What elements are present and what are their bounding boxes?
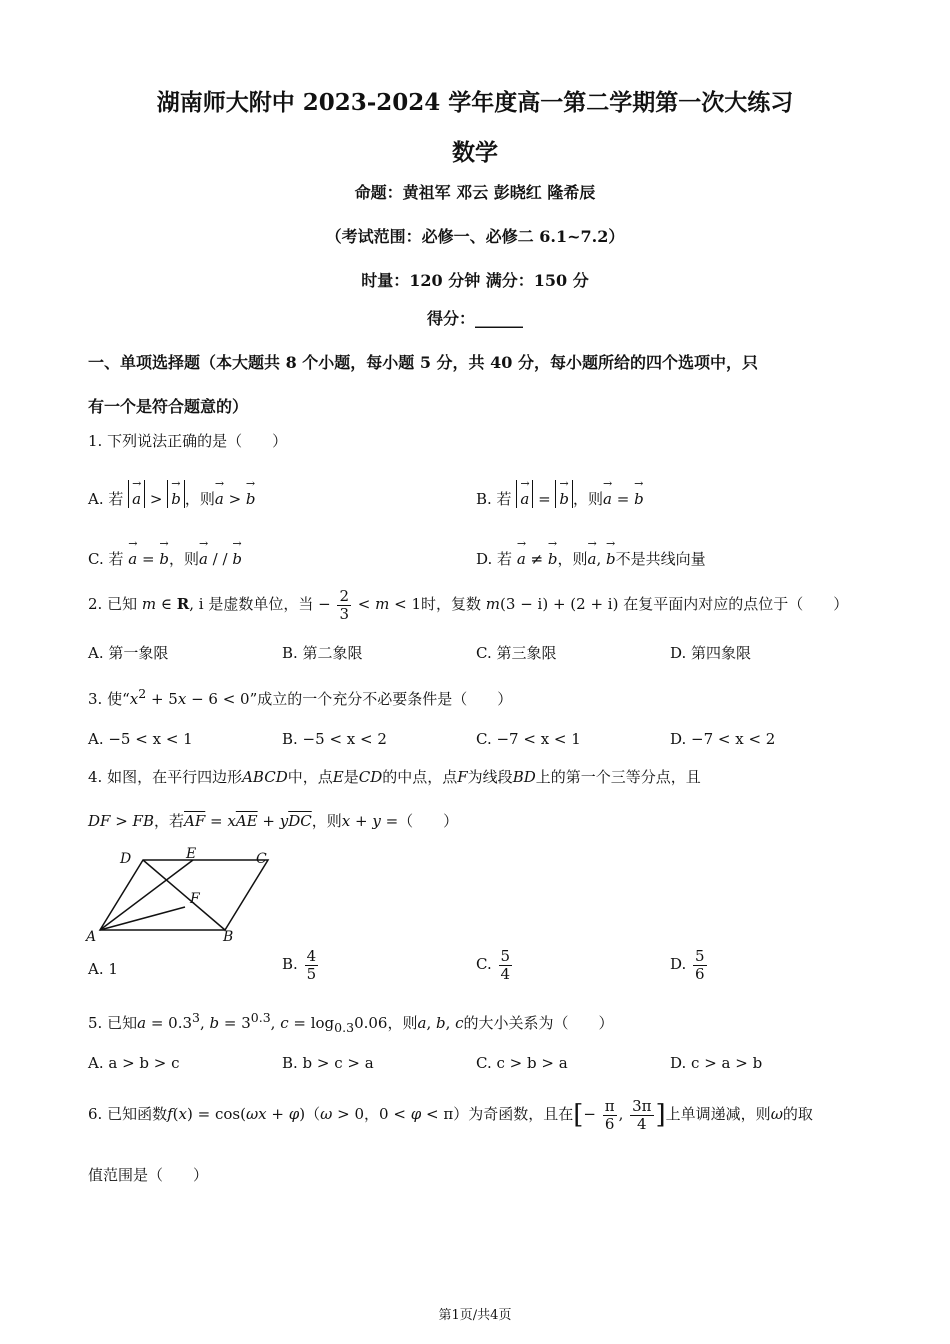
q3-stem-a: 3. 使“ — [88, 690, 130, 708]
q4-c-label: C. — [476, 955, 492, 973]
q4-d-den: 6 — [695, 964, 705, 983]
page-footer: 第1页/共4页 — [438, 1308, 512, 1323]
fig-label-c: C — [256, 851, 267, 867]
q6-stem-d: ）为奇函数，且在 — [453, 1105, 574, 1123]
q4-l1-c: 是 — [343, 768, 359, 786]
q4-option-c — [476, 948, 514, 982]
q4-stem-line2: DF > FB，若$\overline{AF} = x\overline{AE} + y\overline{DC}$，则x + y =（ ） — [88, 812, 459, 830]
q4-l2-b: ，则 — [311, 812, 342, 830]
q4-d-label: D. — [670, 955, 687, 973]
fig-label-a: A — [86, 929, 97, 945]
fig-label-b: B — [223, 929, 234, 945]
q2-stem-d: 在复平面内对应的点位于（ ） — [623, 595, 849, 613]
subject-title: 数学 — [452, 139, 498, 166]
q5-stem-a: 5. 已知 — [88, 1014, 138, 1032]
q1-option-b: B. 若 → a = → b ，则→ a = → b — [476, 480, 644, 509]
q1-c-label: C. 若 — [88, 550, 124, 568]
q5-stem-b: ，则 — [387, 1014, 418, 1032]
fig-label-f: F — [190, 891, 200, 907]
q1-d-then: ，则 — [557, 550, 588, 568]
q5-option-a: A. a > b > c — [88, 1054, 180, 1072]
q3-stem: 3. 使“$x^2 + 5x - 6 < 0$”成立的一个充分不必要条件是（ ） — [88, 686, 513, 708]
q4-c-den: 4 — [500, 964, 511, 983]
q5-option-c: C. c > b > a — [476, 1054, 568, 1072]
q2-option-c: C. 第三象限 — [476, 644, 557, 662]
q1-c-then: ，则 — [168, 550, 199, 568]
q3-option-a: A. −5 < x < 1 — [88, 730, 193, 748]
q1-stem: 1. 下列说法正确的是（ ） — [88, 432, 288, 450]
fig-label-e: E — [186, 846, 197, 862]
q6-stem-e: 上单调递减，则 — [665, 1105, 771, 1123]
q6-stem-f: 的取 — [782, 1105, 813, 1123]
q6-stem-b: （ — [305, 1105, 321, 1123]
q4-l1-d: 的中点，点 — [382, 768, 458, 786]
section-heading-1: 一、单项选择题（本大题共 8 个小题，每小题 5 分，共 40 分，每小题所给的四个选项中，只 — [88, 353, 758, 372]
time-line: 时量：120 分钟 满分：150 分 — [361, 271, 589, 290]
parallelogram-figure — [80, 845, 280, 945]
authors-line: 命题：黄祖军 邓云 彭晓红 隆希辰 — [354, 183, 596, 202]
fig-label-d: D — [120, 851, 132, 867]
q5-stem: 5. 已知$a = 0.3^3$, $b = 3^{0.3}$, $c = \log_{0.3}0.06$，则a, b, c的大小关系为（ ） — [88, 1010, 614, 1035]
q4-b-label: B. — [282, 955, 298, 973]
exam-title: 湖南师大附中 2023-2024 学年度高一第二学期第一次大练习 — [156, 89, 794, 116]
q3-option-d: D. −7 < x < 2 — [670, 730, 776, 748]
q1-option-a: A. 若 → a > → b ，则→ a > → b — [88, 480, 256, 509]
q1-b-then: ，则 — [573, 490, 604, 508]
q4-l2-c: （ ） — [398, 812, 459, 830]
q4-l2-a: ，若 — [153, 812, 184, 830]
q2-option-d: D. 第四象限 — [670, 644, 752, 662]
q1-a-label: A. 若 — [88, 490, 124, 508]
q4-d-num: 5 — [695, 947, 705, 965]
q2-stem-b: 是虚数单位，当 — [208, 595, 314, 613]
q4-c-num: 5 — [500, 947, 511, 965]
q4-option-a: A. 1 — [88, 960, 118, 978]
q1-option-d: D. 若 → a ≠ → b，则→ a, → b不是共线向量 — [476, 546, 706, 569]
q1-d-suffix: 不是共线向量 — [615, 550, 706, 568]
q4-option-d — [670, 948, 709, 982]
q2-stem-c: 时，复数 — [421, 595, 482, 613]
q4-l1-f: 上的第一个三等分点，且 — [535, 768, 701, 786]
q2-stem-a: 2. 已知 — [88, 595, 138, 613]
q3-option-c: C. −7 < x < 1 — [476, 730, 581, 748]
q2-option-a: A. 第一象限 — [88, 644, 169, 662]
q4-b-den: 5 — [306, 964, 317, 983]
score-line: 得分：______ — [426, 309, 523, 328]
q4-stem-line1: 4. 如图，在平行四边形ABCD中，点E是CD的中点，点F为线段BD上的第一个三等分点，且 — [88, 768, 701, 786]
q1-a-then: ，则 — [184, 490, 215, 508]
q4-l1-a: 4. 如图，在平行四边形 — [88, 768, 243, 786]
q5-option-b: B. b > c > a — [282, 1054, 374, 1072]
q6-stem-c: ， — [364, 1105, 380, 1123]
section-heading-2: 有一个是符合题意的） — [88, 397, 249, 416]
q2-stem: 2. 已知 m ∈ R, i 是虚数单位，当 − $\frac{2}{3}$ < m < 1时，复数 m(3 − i) + (2 + i) 在复平面内对应的点位于（ ） — [88, 587, 849, 623]
q4-option-b — [282, 948, 320, 982]
q6-stem-a: 6. 已知函数 — [88, 1105, 168, 1123]
scope-line: （考试范围：必修一、必修二 6.1~7.2） — [325, 227, 625, 246]
q4-b-num: 4 — [306, 947, 317, 965]
q1-option-c: C. 若 → a = → b，则→ a / / → b — [88, 546, 242, 569]
q5-stem-c: 的大小关系为（ ） — [463, 1014, 614, 1032]
q6-stem: 6. 已知函数f(x) = cos(ωx + φ)（ω > 0，0 < φ < π）为奇函数，且在[− $\frac{\pi}{6}$ , $\frac{3\pi}{4}$ ]上单调递减，则ω的取 — [88, 1097, 813, 1133]
q3-option-b: B. −5 < x < 2 — [282, 730, 387, 748]
q6-stem-line2: 值范围是（ ） — [88, 1166, 209, 1184]
q3-stem-b: ”成立的一个充分不必要条件是（ ） — [249, 690, 513, 708]
q4-l1-b: 中，点 — [287, 768, 333, 786]
q4-l1-e: 为线段 — [467, 768, 513, 786]
q1-d-label: D. 若 — [476, 550, 513, 568]
q2-option-b: B. 第二象限 — [282, 644, 363, 662]
q5-option-d: D. c > a > b — [670, 1054, 763, 1072]
q1-b-label: B. 若 — [476, 490, 512, 508]
